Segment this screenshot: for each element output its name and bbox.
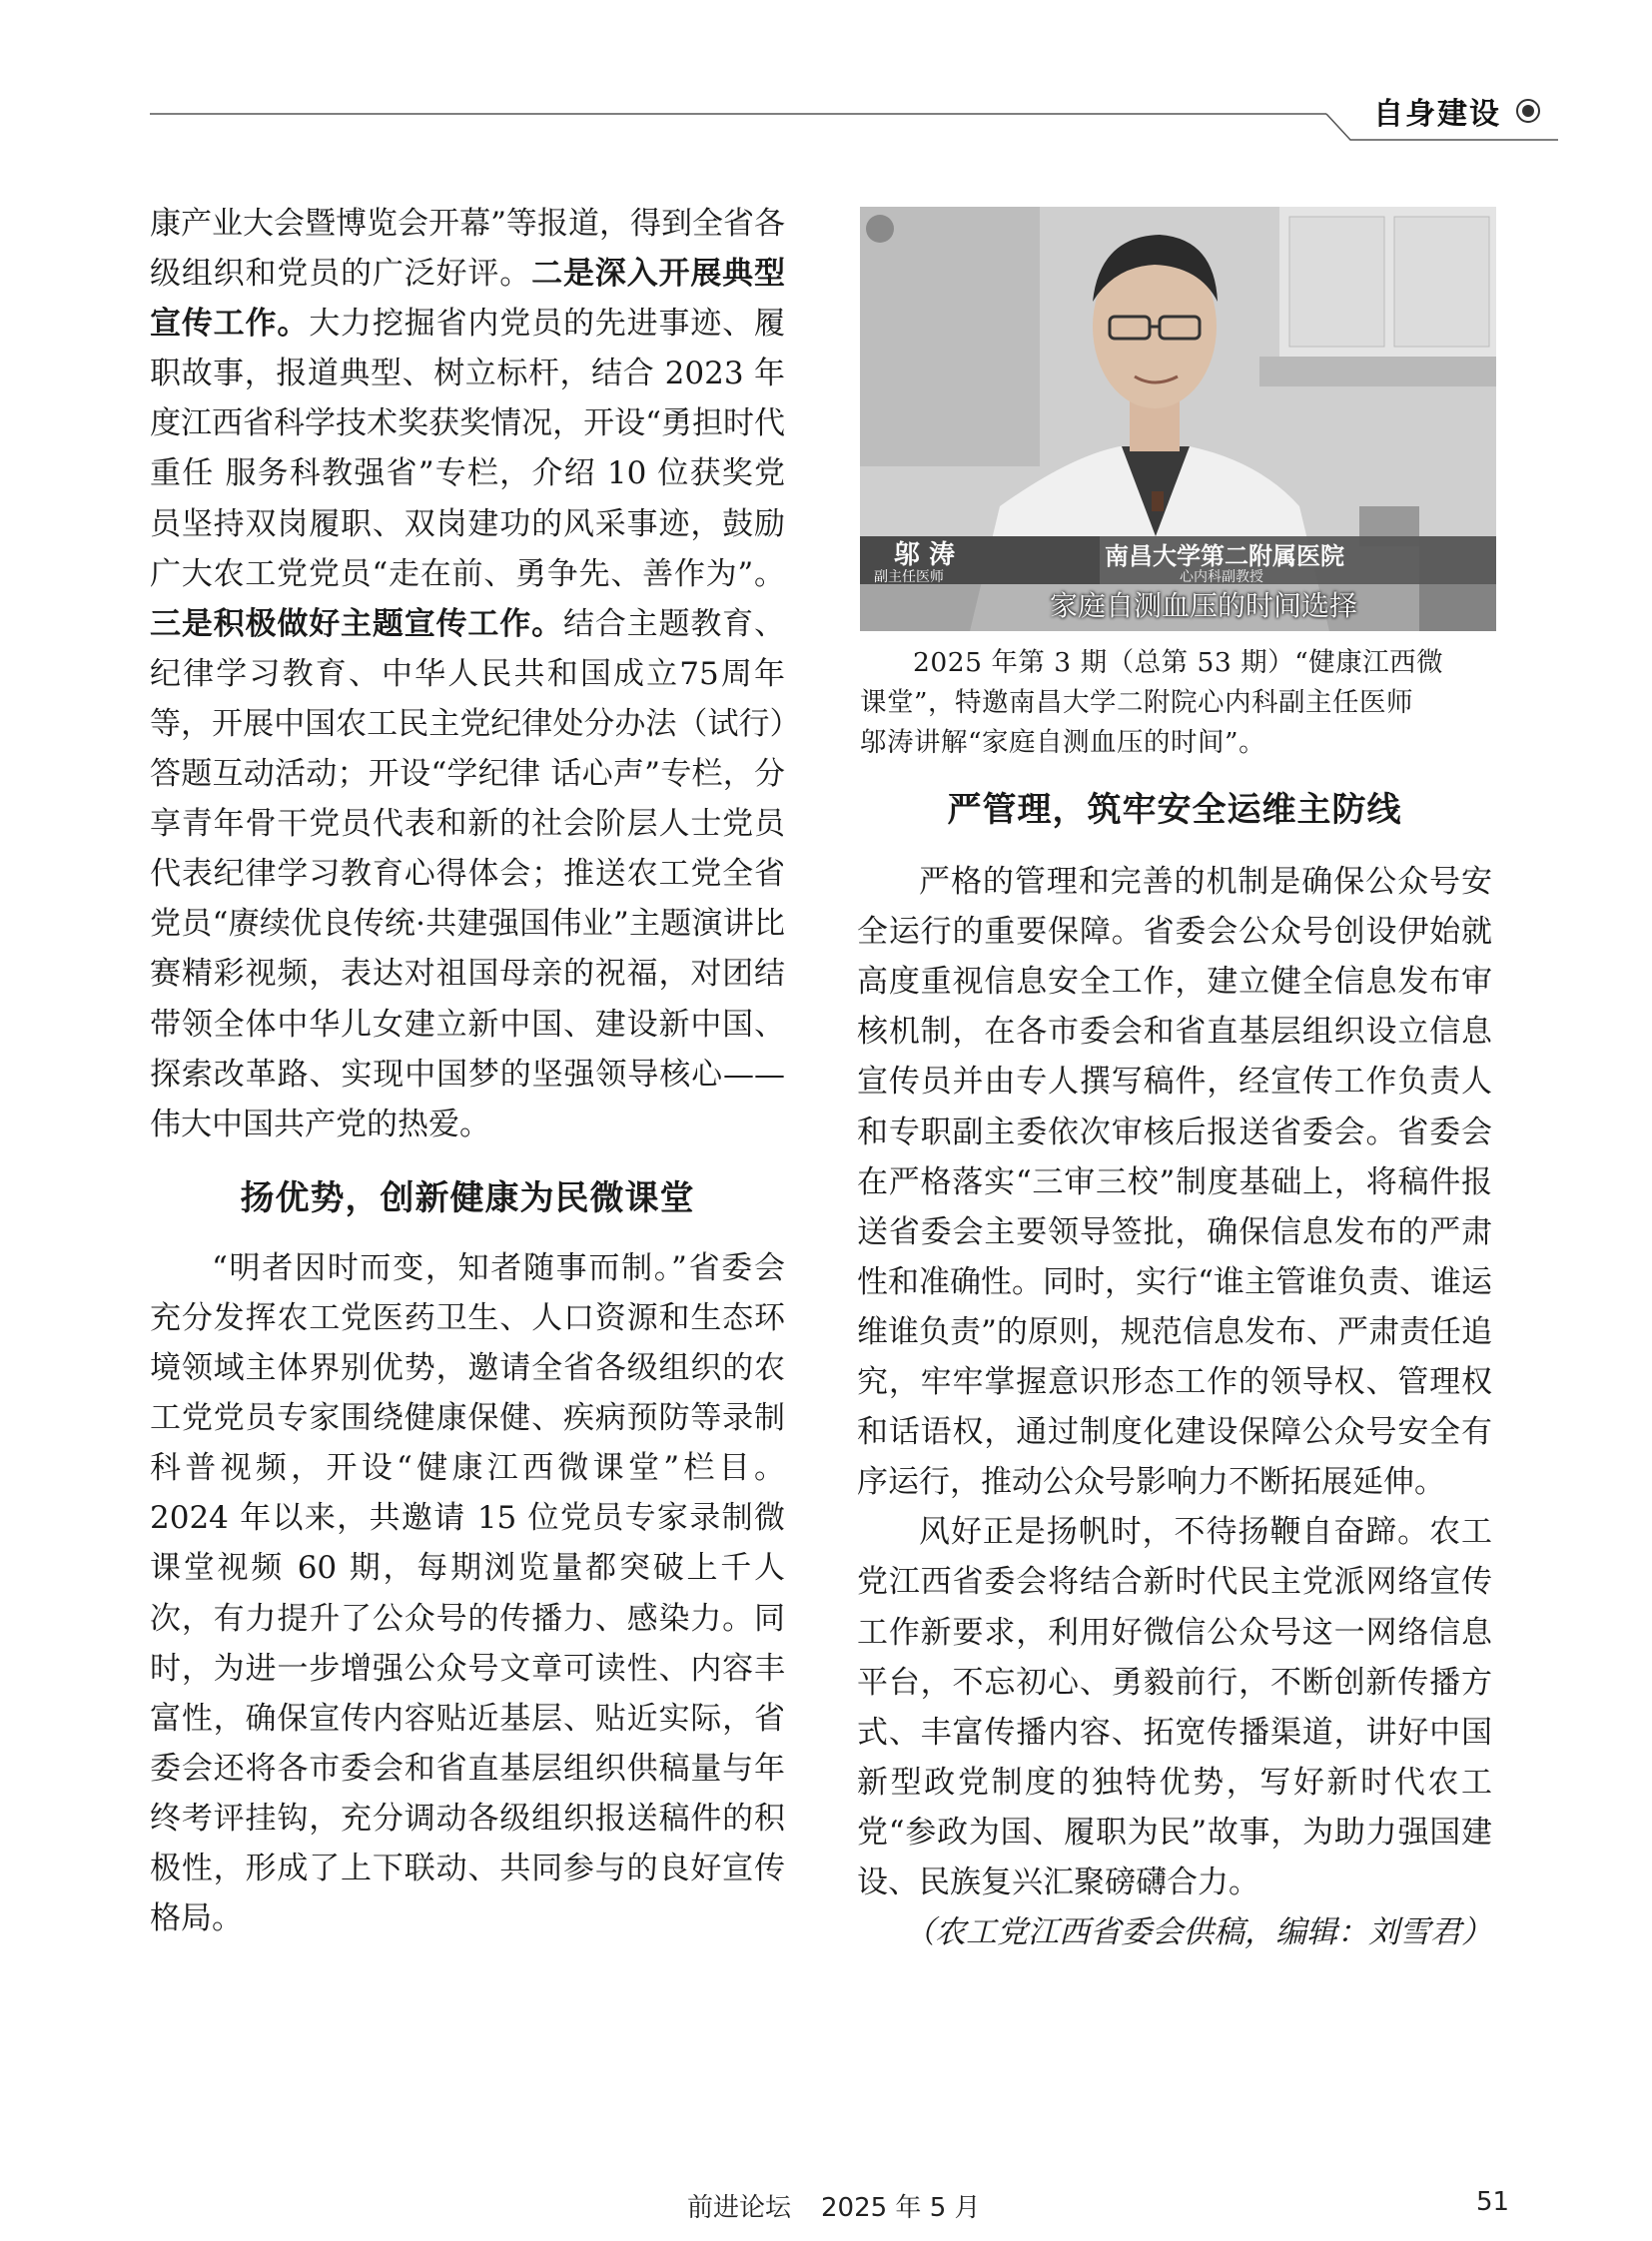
- hospital-name: 南昌大学第二附属医院: [1105, 542, 1344, 570]
- right-paragraph-1: 严格的管理和完善的机制是确保公众号安全运行的重要保障。省委会公众号创设伊始就高度重视信息安全工作，建立健全信息发布审核机制，在各市委会和省直基层组织设立信息宣传员并由专人撰写稿件，经宣传工作负责人和专职副主委依次审核后报送省委会。省委会在严格落实“三审三校”制度基础上，将稿件报送省委会主要领导签批，确保信息发布的严肃性和准确性。同时，实行“谁主管谁负责、谁运维谁负责”的原则，规范信息发布、严肃责任追究，牢牢掌握意识形态工作的领导权、管理权和话语权，通过制度化建设保障公众号安全有序运行，推动公众号影响力不断拓展延伸。: [857, 864, 1492, 1501]
- bold-lead-3: 三是积极做好主题宣传工作。: [150, 605, 563, 642]
- caption-line: 2025 年第 3 期（总第 53 期）“健康江西微: [913, 647, 1444, 678]
- video-still-photo: [860, 207, 1496, 631]
- photo-caption: [860, 643, 1496, 763]
- text-run: 大力挖掘省内党员的先进事迹、履职故事，报道典型、树立标杆，结合 2023 年度江西省科学技术奖获奖情况，开设“勇担时代重任 服务科教强省”专栏，介绍 10 位获奖党员坚持双岗履职、双岗建功的风采事迹，鼓励广大农工党党员“走在前、勇争先、善作为”。: [150, 306, 786, 592]
- right-paragraph-2: 风好正是扬帆时，不待扬鞭自奋蹄。农工党江西省委会将结合新时代民主党派网络宣传工作新要求，利用好微信公众号这一网络信息平台，不忘初心、勇毅前行，不断创新传播方式、丰富传播内容、拓宽传播渠道，讲好中国新型政党制度的独特优势，写好新时代农工党“参政为国、履职为民”故事，为助力强国建设、民族复兴汇聚磅礴合力。: [857, 1514, 1492, 1900]
- text-run: 康产业大会暨博览会开幕”等报道，得到全省各级组织和党员的广泛好评。: [150, 206, 785, 293]
- caption-line: 课堂”，特邀南昌大学二附院心内科副主任医师: [860, 687, 1414, 718]
- caption-line: 邬涛讲解“家庭自测血压的时间”。: [860, 727, 1266, 758]
- right-column: [857, 785, 1492, 1957]
- header-rule: [0, 0, 1652, 160]
- bold-lead-2: 二是深入开展典型宣传工作。: [150, 256, 786, 343]
- left-paragraph-1: [150, 199, 785, 1149]
- editor-credit: （农工党江西省委会供稿，编辑：刘雪君）: [904, 1914, 1492, 1951]
- left-column: [150, 199, 785, 1943]
- video-subtitle: 家庭自测血压的时间选择: [1050, 589, 1358, 622]
- doctor-role: 副主任医师: [874, 569, 944, 585]
- issue-date: 2025 年 5 月: [821, 2193, 981, 2223]
- section-tag: [1373, 88, 1543, 134]
- left-paragraph-2: “明者因时而变，知者随事而制。”省委会充分发挥农工党医药卫生、人口资源和生态环境领域主体界别优势，邀请全省各级组织的农工党党员专家围绕健康保健、疾病预防等录制科普视频，开设“健康江西微课堂”栏目。2024 年以来，共邀请 15 位党员专家录制微课堂视频 60 期，每期浏览量都突破上千人次，有力提升了公众号的传播力、感染力。同时，为进一步增强公众号文章可读性、内容丰富性，确保宣传内容贴近基层、贴近实际，省委会还将各市委会和省直基层组织供稿量与年终考评挂钩，充分调动各级组织报送稿件的积极性，形成了上下联动、共同参与的良好宣传格局。: [150, 1249, 785, 1937]
- section-heading: 严管理，筑牢安全运维主防线: [947, 790, 1402, 830]
- magazine-name: 前进论坛: [687, 2193, 792, 2223]
- section-heading: 扬优势，创新健康为民微课堂: [240, 1177, 695, 1218]
- page-number: 51: [1476, 2187, 1510, 2217]
- department-name: 心内科副教授: [1180, 569, 1263, 585]
- target-icon: [1515, 98, 1541, 124]
- doctor-name: 邬 涛: [894, 540, 956, 570]
- text-run: 结合主题教育、纪律学习教育、中华人民共和国成立75周年等，开展中国农工民主党纪律处分办法（试行）答题互动活动；开设“学纪律 话心声”专栏，分享青年骨干党员代表和新的社会阶层人士党员代表纪律学习教育心得体会；推送农工党全省党员“赓续优良传统·共建强国伟业”主题演讲比赛精彩视频，表达对祖国母亲的祝福，对团结带领全体中华儿女建立新中国、建设新中国、探索改革路、实现中国梦的坚强领导核心——伟大中国共产党的热爱。: [150, 605, 786, 1142]
- section-label: 自身建设: [1373, 97, 1501, 132]
